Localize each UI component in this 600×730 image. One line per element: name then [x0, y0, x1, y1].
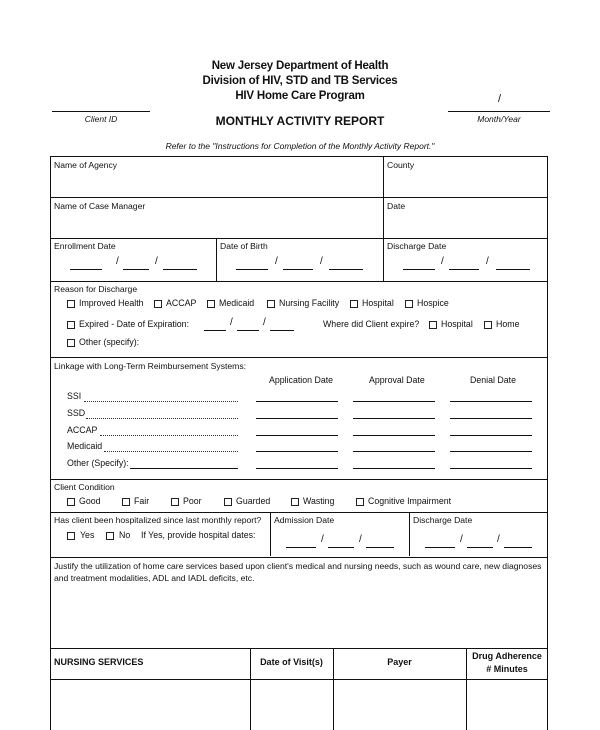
medicaid-label: Medicaid	[219, 298, 255, 308]
where-expire-label: Where did Client expire?	[323, 319, 420, 329]
hospital-checkbox[interactable]	[350, 300, 358, 308]
divider	[216, 238, 217, 281]
divider	[50, 238, 548, 239]
hospice-label: Hospice	[417, 298, 449, 308]
approval-date-field[interactable]	[353, 468, 435, 469]
divider	[270, 512, 271, 556]
hospitalized-yes-label: Yes	[80, 530, 95, 540]
payer-header: Payer	[387, 657, 412, 667]
improved-health-checkbox[interactable]	[67, 300, 75, 308]
divider	[50, 479, 548, 480]
improved-health-label: Improved Health	[79, 298, 144, 308]
divider	[50, 512, 548, 513]
client-condition-label: Client Condition	[54, 482, 115, 492]
birth-date-label: Date of Birth	[220, 241, 268, 251]
header-line-2: Division of HIV, STD and TB Services	[202, 75, 398, 87]
date-label: Date	[387, 201, 406, 211]
date-of-visits-header: Date of Visit(s)	[260, 657, 323, 667]
expire-hospital-checkbox[interactable]	[429, 321, 437, 329]
hospice-checkbox[interactable]	[405, 300, 413, 308]
client-id-field[interactable]	[52, 111, 150, 112]
application-date-header: Application Date	[269, 375, 334, 385]
application-date-field[interactable]	[256, 451, 338, 452]
hospitalized-question: Has client been hospitalized since last monthly report?	[54, 515, 262, 525]
approval-date-header: Approval Date	[369, 375, 425, 385]
hospitalized-yes-checkbox[interactable]	[67, 532, 75, 540]
discharge-date-label: Discharge Date	[387, 241, 447, 251]
divider	[383, 238, 384, 281]
fair-label: Fair	[134, 496, 150, 506]
expire-home-label: Home	[496, 319, 520, 329]
approval-date-field[interactable]	[353, 435, 435, 436]
guarded-label: Guarded	[236, 496, 271, 506]
admission-date-label: Admission Date	[274, 515, 335, 525]
denial-date-field[interactable]	[450, 418, 532, 419]
application-date-field[interactable]	[256, 468, 338, 469]
application-date-field[interactable]	[256, 435, 338, 436]
minutes-header: # Minutes	[486, 664, 528, 674]
approval-date-field[interactable]	[353, 418, 435, 419]
poor-checkbox[interactable]	[171, 498, 179, 506]
fair-checkbox[interactable]	[122, 498, 130, 506]
divider	[50, 281, 548, 282]
linkage-row-label: SSI	[67, 391, 82, 401]
divider	[50, 197, 548, 198]
nursing-facility-checkbox[interactable]	[267, 300, 275, 308]
expire-hospital-label: Hospital	[441, 319, 473, 329]
denial-date-field[interactable]	[450, 435, 532, 436]
case-manager-label: Name of Case Manager	[54, 201, 146, 211]
linkage-row-label: SSD	[67, 408, 86, 418]
hospital-discharge-date-label: Discharge Date	[413, 515, 473, 525]
wasting-label: Wasting	[303, 496, 335, 506]
month-year-label: Month/Year	[477, 114, 521, 124]
other-discharge-checkbox[interactable]	[67, 339, 75, 347]
other-discharge-label: Other (specify):	[79, 337, 140, 347]
accap-checkbox[interactable]	[154, 300, 162, 308]
expire-home-checkbox[interactable]	[484, 321, 492, 329]
wasting-checkbox[interactable]	[291, 498, 299, 506]
header-line-1: New Jersey Department of Health	[211, 60, 389, 72]
month-year-slash: /	[498, 93, 502, 105]
linkage-row-label: Medicaid	[67, 441, 103, 451]
good-checkbox[interactable]	[67, 498, 75, 506]
expired-label: Expired - Date of Expiration:	[79, 319, 190, 329]
accap-label: ACCAP	[166, 298, 197, 308]
expired-checkbox[interactable]	[67, 321, 75, 329]
other-specify-field[interactable]	[130, 468, 238, 469]
header-line-3: HIV Home Care Program	[235, 90, 365, 102]
approval-date-field[interactable]	[353, 401, 435, 402]
denial-date-field[interactable]	[450, 401, 532, 402]
justify-text: Justify the utilization of home care services based upon client's medical and nursing needs, such as wound care, new diagnoses and treatment modalities, ADL and IADL deficits, etc.	[54, 561, 542, 583]
report-title: MONTHLY ACTIVITY REPORT	[215, 114, 385, 128]
divider	[50, 679, 548, 680]
hospital-label: Hospital	[362, 298, 394, 308]
linkage-row-label: Other (Specify):	[67, 458, 129, 468]
agency-name-label: Name of Agency	[54, 160, 118, 170]
poor-label: Poor	[183, 496, 202, 506]
enrollment-date-label: Enrollment Date	[54, 241, 116, 251]
approval-date-field[interactable]	[353, 451, 435, 452]
medicaid-checkbox[interactable]	[207, 300, 215, 308]
good-label: Good	[79, 496, 101, 506]
guarded-checkbox[interactable]	[224, 498, 232, 506]
nursing-services-header: NURSING SERVICES	[54, 657, 144, 667]
linkage-row-label: ACCAP	[67, 425, 98, 435]
discharge-reason-label: Reason for Discharge	[54, 284, 138, 294]
application-date-field[interactable]	[256, 418, 338, 419]
hospitalized-no-checkbox[interactable]	[106, 532, 114, 540]
denial-date-field[interactable]	[450, 468, 532, 469]
cognitive-impairment-label: Cognitive Impairment	[368, 496, 452, 506]
client-id-label: Client ID	[84, 114, 118, 124]
linkage-label: Linkage with Long-Term Reimbursement Systems:	[54, 361, 247, 371]
cognitive-impairment-checkbox[interactable]	[356, 498, 364, 506]
denial-date-header: Denial Date	[470, 375, 516, 385]
application-date-field[interactable]	[256, 401, 338, 402]
month-year-field[interactable]	[448, 111, 550, 112]
denial-date-field[interactable]	[450, 451, 532, 452]
hospitalized-no-label: No	[119, 530, 131, 540]
divider	[409, 512, 410, 556]
county-label: County	[387, 160, 415, 170]
instruction-text: Refer to the "Instructions for Completion of the Monthly Activity Report."	[165, 141, 435, 151]
drug-adherence-header: Drug Adherence	[472, 651, 542, 661]
divider	[50, 357, 548, 358]
hospital-dates-prompt: If Yes, provide hospital dates:	[141, 530, 256, 540]
nursing-facility-label: Nursing Facility	[279, 298, 340, 308]
